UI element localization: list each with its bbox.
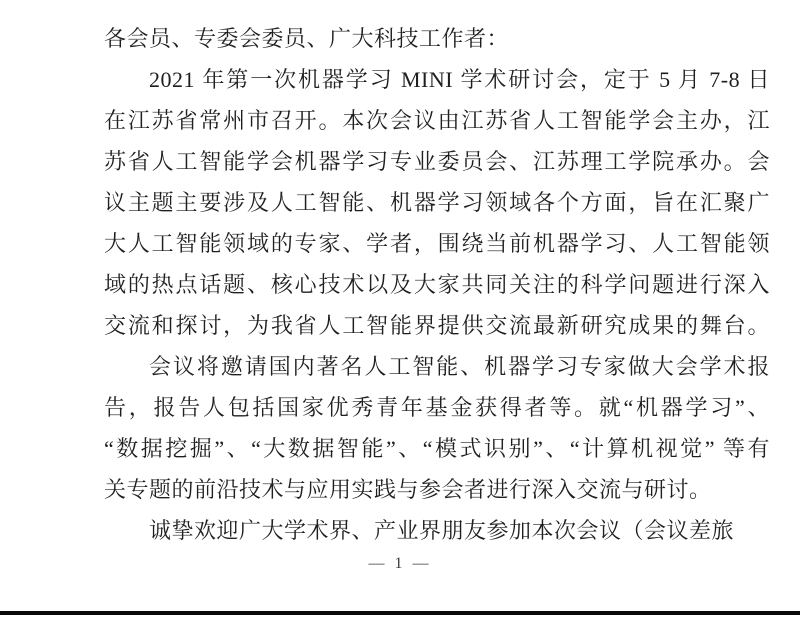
page-number: — 1 —	[368, 555, 432, 572]
document-line: “数据挖掘”、“大数据智能”、“模式识别”、“计算机视觉” 等有	[104, 436, 770, 461]
document-line: 告，报告人包括国家优秀青年基金获得者等。就“机器学习”、	[104, 395, 770, 420]
document-line: 2021 年第一次机器学习 MINI 学术研讨会，定于 5 月 7-8 日	[149, 67, 770, 92]
document-line: 交流和探讨，为我省人工智能界提供交流最新研究成果的舞台。	[104, 313, 770, 338]
document-line: 大人工智能领域的专家、学者，围绕当前机器学习、人工智能领	[104, 231, 770, 256]
document-line: 关专题的前沿技术与应用实践与参会者进行深入交流与研讨。	[104, 477, 712, 502]
document-line: 议主题主要涉及人工智能、机器学习领域各个方面，旨在汇聚广	[104, 190, 770, 215]
scan-edge-line	[0, 611, 800, 615]
document-line: 苏省人工智能学会机器学习专业委员会、江苏理工学院承办。会	[104, 149, 770, 174]
document-line: 会议将邀请国内著名人工智能、机器学习专家做大会学术报	[149, 354, 770, 379]
document-line-salutation: 各会员、专委会委员、广大科技工作者：	[104, 26, 510, 51]
document-body	[104, 18, 770, 551]
document-line: 诚挚欢迎广大学术界、产业界朋友参加本次会议（会议差旅	[149, 518, 735, 543]
document-line: 在江苏省常州市召开。本次会议由江苏省人工智能学会主办，江	[104, 108, 770, 133]
document-line: 域的热点话题、核心技术以及大家共同关注的科学问题进行深入	[104, 272, 770, 297]
